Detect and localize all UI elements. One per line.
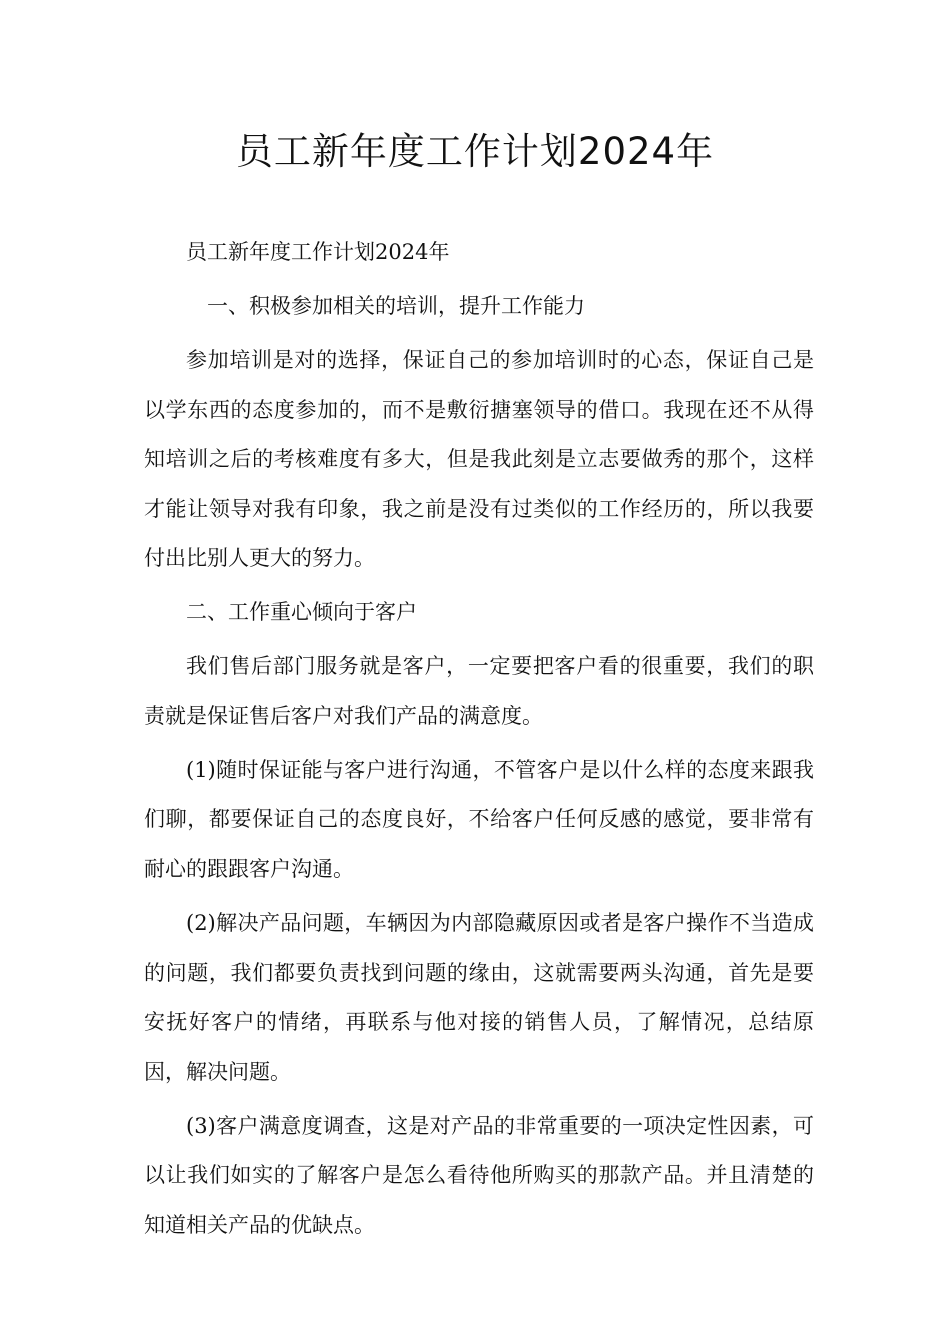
paragraph-training: 参加培训是对的选择，保证自己的参加培训时的心态，保证自己是以学东西的态度参加的，而不是敷衍搪塞领导的借口。我现在还不从得知培训之后的考核难度有多大，但是我此刻是立志要做秀的那个，这样才能让领导对我有印象，我之前是没有过类似的工作经历的，所以我要付出比别人更大的努力。 [144, 347, 814, 571]
paragraph-item-2: (2)解决产品问题，车辆因为内部隐藏原因或者是客户操作不当造成的问题，我们都要负责找到问题的缘由，这就需要两头沟通，首先是要安抚好客户的情绪，再联系与他对接的销售人员，了解情况，总结原因，解决问题。 [144, 911, 814, 1084]
paragraph-item-1: (1)随时保证能与客户进行沟通，不管客户是以什么样的态度来跟我们聊，都要保证自己的态度良好，不给客户任何反感的感觉，要非常有耐心的跟跟客户沟通。 [144, 757, 814, 882]
document-title: 员工新年度工作计划2024年 [235, 130, 715, 173]
document-body [144, 228, 814, 1255]
paragraph-customer-focus: 我们售后部门服务就是客户，一定要把客户看的很重要，我们的职责就是保证售后客户对我们产品的满意度。 [144, 654, 814, 728]
paragraph-subtitle: 员工新年度工作计划2024年 [186, 240, 450, 264]
section-heading-customer: 二、工作重心倾向于客户 [186, 600, 417, 625]
section-heading-training: 一、积极参加相关的培训，提升工作能力 [207, 293, 585, 318]
paragraph-item-3: (3)客户满意度调查，这是对产品的非常重要的一项决定性因素，可以让我们如实的了解客户是怎么看待他所购买的那款产品。并且清楚的知道相关产品的优缺点。 [144, 1113, 814, 1238]
